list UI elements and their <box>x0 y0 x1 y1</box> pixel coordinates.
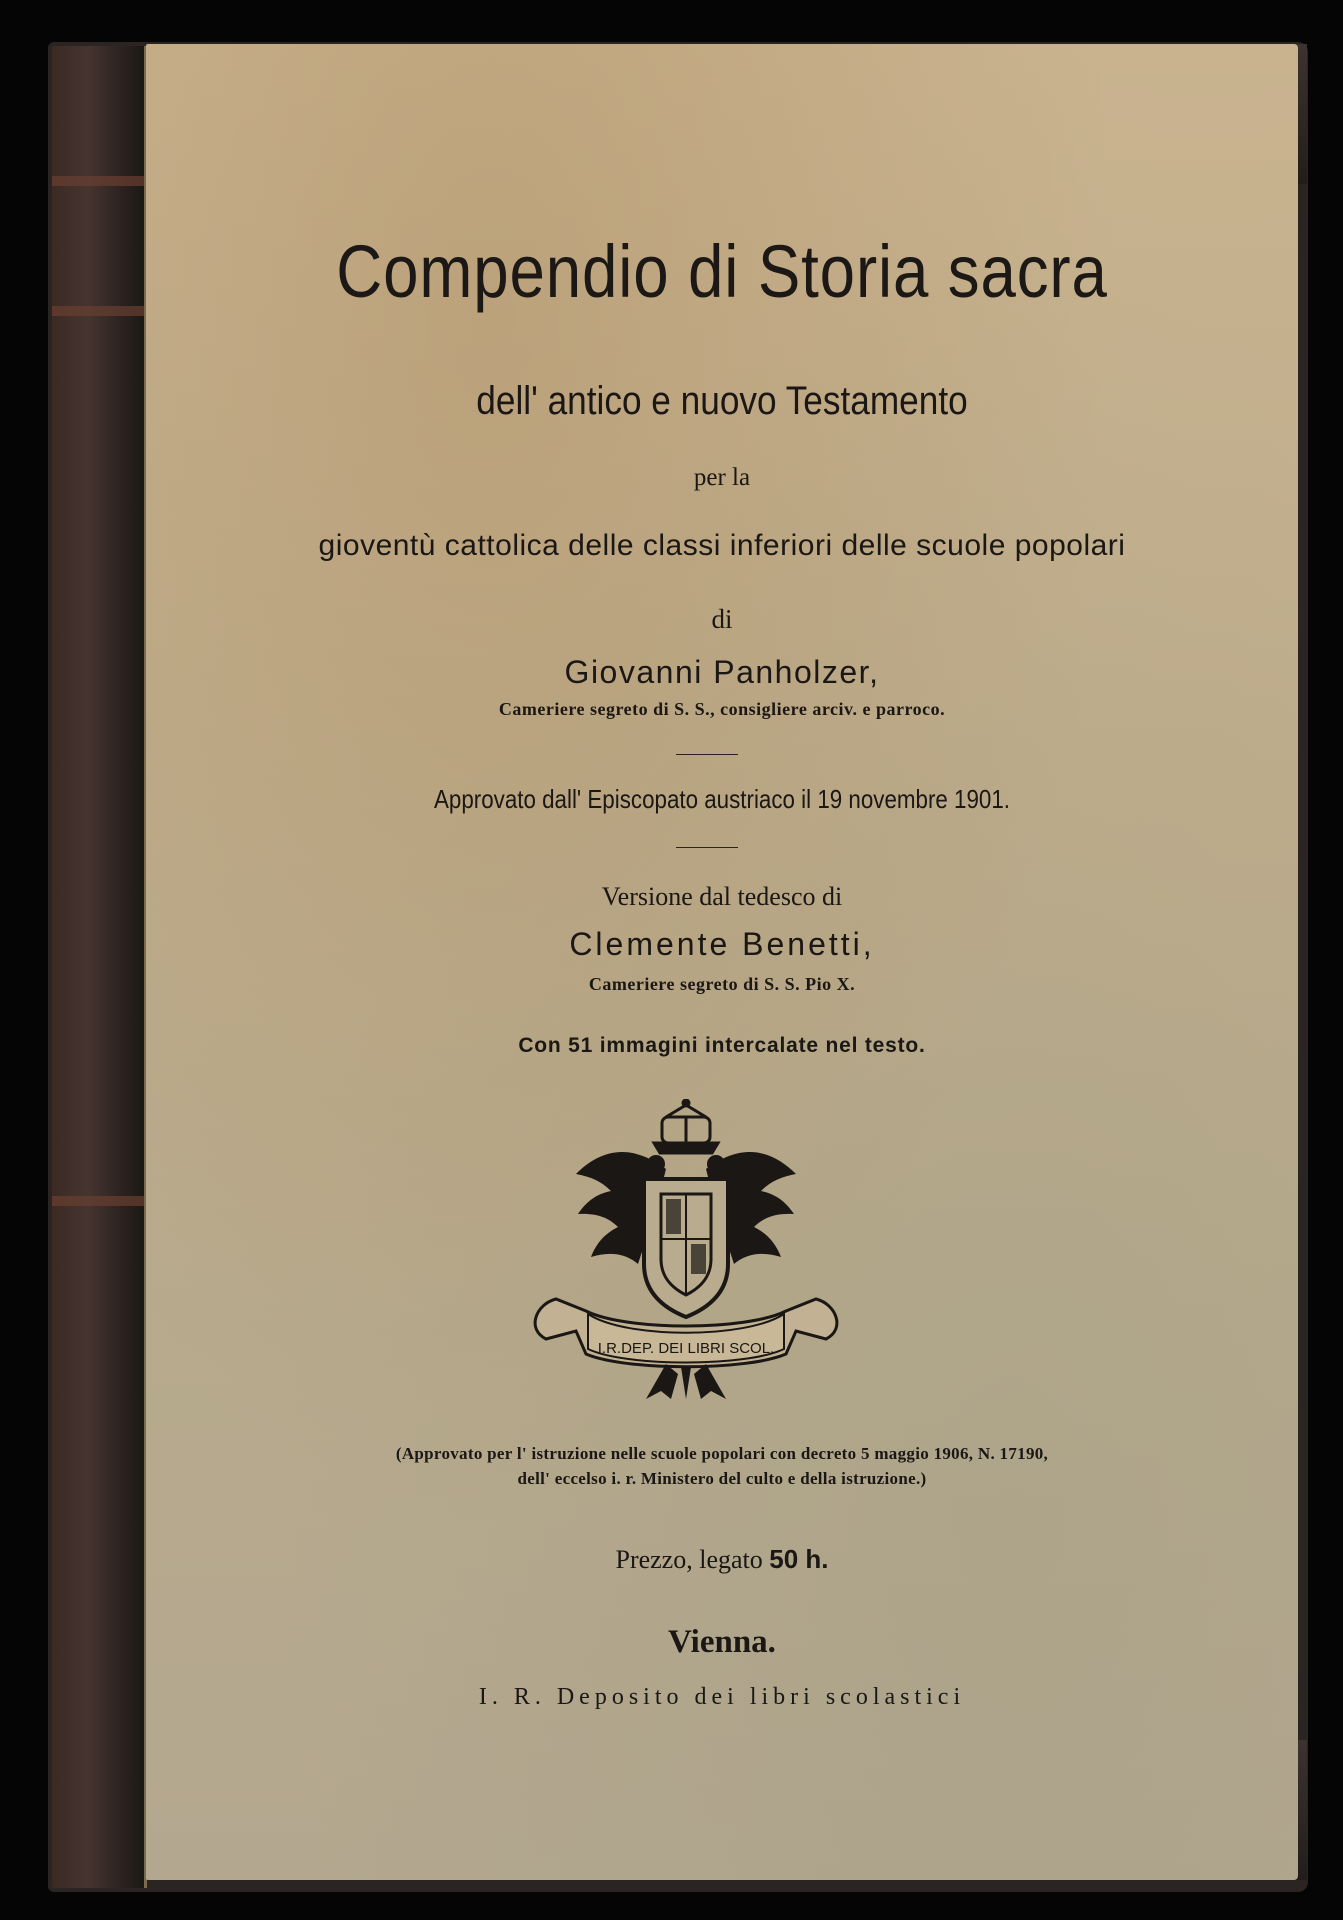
translator-description: Cameriere segreto di S. S. Pio X. <box>588 974 856 994</box>
spine-wear <box>52 306 144 316</box>
spine-wear <box>52 1196 144 1206</box>
book-title: Compendio di Storia sacra <box>336 230 1108 313</box>
approval-text: Approvato dall' Episcopato austriaco il 19 novembre 1901. <box>433 784 1011 814</box>
book-subtitle: dell' antico e nuovo Testamento <box>476 379 968 423</box>
di-text: di <box>711 604 733 634</box>
eagle-tail <box>646 1364 726 1399</box>
book-spine <box>52 46 147 1888</box>
book-cover <box>146 44 1298 1880</box>
decree-line-1: (Approvato per l' istruzione nelle scuole popolari con decreto 5 maggio 1906, N. 17190, <box>395 1444 1049 1463</box>
audience-text: gioventù cattolica delle classi inferiori delle scuole popolari <box>318 529 1126 562</box>
images-note: Con 51 immagini intercalate nel testo. <box>518 1034 926 1057</box>
price-label: Prezzo, legato <box>615 1545 770 1574</box>
spine-wear <box>52 176 144 186</box>
per-la-text: per la <box>693 464 751 491</box>
shield-icon <box>644 1179 728 1317</box>
translation-intro: Versione dal tedesco di <box>601 882 843 911</box>
author-description: Cameriere segreto di S. S., consigliere arciv. e parroco. <box>498 699 946 719</box>
price-amount: 50 h. <box>769 1544 829 1574</box>
imperial-eagle-emblem <box>516 1099 856 1404</box>
divider-rule <box>676 754 738 755</box>
crown-icon <box>654 1100 718 1153</box>
translator-name: Clemente Benetti, <box>569 926 875 962</box>
divider-rule <box>676 847 738 848</box>
publisher-name: I. R. Deposito dei libri scolastici <box>478 1684 966 1710</box>
author-name: Giovanni Panholzer, <box>564 654 880 690</box>
price-line <box>146 1544 1298 1575</box>
banner-text: I.R.DEP. DEI LIBRI SCOL. <box>597 1340 775 1357</box>
decree-line-2: dell' eccelso i. r. Ministero del culto e della istruzione.) <box>517 1469 927 1488</box>
publication-city: Vienna. <box>668 1624 776 1660</box>
